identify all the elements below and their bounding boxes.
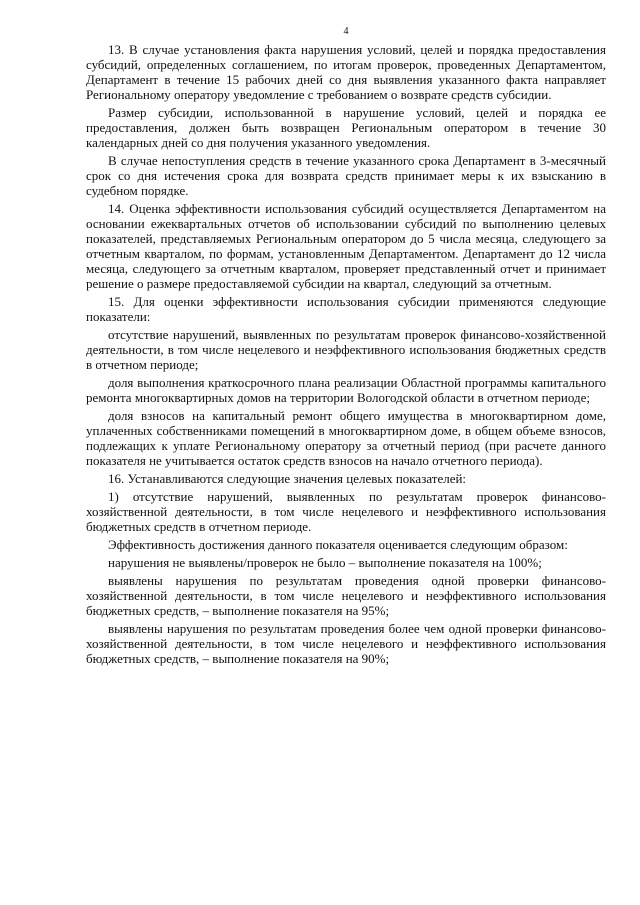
evaluation-100-percent: нарушения не выявлены/проверок не было – выполнение показателя на 100%; — [108, 555, 542, 570]
indicator-plan-share: доля выполнения краткосрочного плана реализации Областной программы капитального ремонта многоквартирных домов на территории Вологодской области в отчетном периоде; — [86, 375, 606, 405]
paragraph-13-non-receipt: В случае непоступления средств в течение указанного срока Департамент в 3-месячный срок со дня истечения срока для возврата средств принимает меры к их взысканию в судебном порядке. — [86, 153, 606, 198]
efficiency-evaluation-intro: Эффективность достижения данного показателя оценивается следующим образом: — [108, 537, 568, 552]
paragraph-14: 14. Оценка эффективности использования субсидий осуществляется Департаментом на основании ежеквартальных отчетов об использовании субсидий по выполнению целевых показателей, представляемых Региональным оператором до 5 числа месяца, следующего за отчетным кварталом, по формам, установленным Департаментом. Департамент до 12 числа месяца, следующего за отчетным кварталом, проверяет представленный отчет и принимает решение о размере предоставляемой субсидии на квартал, следующий за отчетным. — [86, 201, 606, 291]
indicator-contributions-share: доля взносов на капитальный ремонт общего имущества в многоквартирном доме, уплаченных собственниками помещений в многоквартирном доме, в общем объеме взносов, подлежащих к уплате Региональному оператору за отчетный период (при расчете данного показателя не учитывается остаток средств взносов на начало отчетного периода). — [86, 408, 606, 468]
evaluation-95-percent: выявлены нарушения по результатам проведения одной проверки финансово-хозяйственной деятельности, в том числе нецелевого и неэффективного использования бюджетных средств, – выполнение показателя на 95%; — [86, 573, 606, 618]
evaluation-90-percent: выявлены нарушения по результатам проведения более чем одной проверки финансово-хозяйственной деятельности, в том числе нецелевого и неэффективного использования бюджетных средств, – выполнение показателя на 90%; — [86, 621, 606, 666]
indicator-no-violations: отсутствие нарушений, выявленных по результатам проверок финансово-хозяйственной деятельности, в том числе нецелевого и неэффективного использования бюджетных средств в отчетном периоде; — [86, 327, 606, 372]
paragraph-15: 15. Для оценки эффективности использования субсидии применяются следующие показатели: — [86, 294, 606, 324]
paragraph-13-refund-amount: Размер субсидии, использованной в нарушение условий, целей и порядка ее предоставления, должен быть возвращен Региональным оператором в течение 30 календарных дней со дня получения указанного уведомления. — [86, 105, 606, 150]
page-number: 4 — [343, 26, 349, 37]
target-value-1: 1) отсутствие нарушений, выявленных по результатам проверок финансово-хозяйственной деятельности, в том числе нецелевого и неэффективного использования бюджетных средств в отчетном периоде. — [86, 489, 606, 534]
paragraph-16: 16. Устанавливаются следующие значения целевых показателей: — [108, 471, 467, 486]
paragraph-13: 13. В случае установления факта нарушения условий, целей и порядка предоставления субсидий, определенных соглашением, по итогам проверок, проведенных Департаментом, Департамент в течение 15 рабочих дней со дня выявления указанного факта направляет Региональному оператору уведомление с требованием о возврате средств субсидии. — [86, 42, 606, 102]
